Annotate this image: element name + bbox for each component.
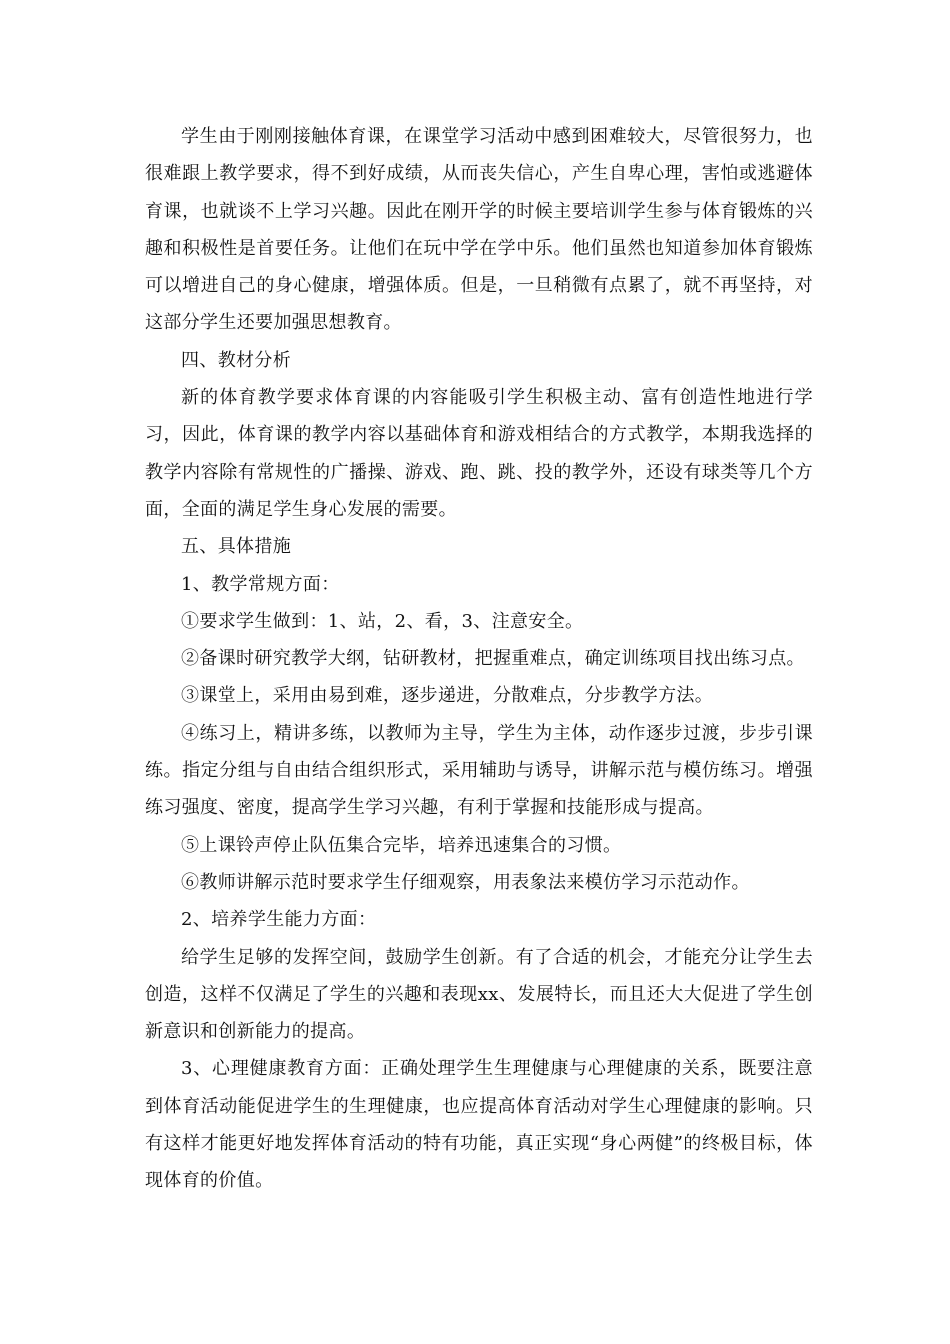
list-item-4: ④练习上，精讲多练，以教师为主导，学生为主体，动作逐步过渡，步步引课练。指定分组与自由结合组织形式，采用辅助与诱导，讲解示范与模仿练习。增强练习强度、密度，提高学生学习兴趣，有利于掌握和技能形成与提高。 bbox=[145, 722, 813, 819]
heading-material-analysis: 四、教材分析 bbox=[181, 349, 292, 371]
paragraph-mental-health: 3、心理健康教育方面：正确处理学生生理健康与心理健康的关系，既要注意到体育活动能促进学生的生理健康，也应提高体育活动对学生心理健康的影响。只有这样才能更好地发挥体育活动的特有功能，真正实现“身心两健”的终极目标，体现体育的价值。 bbox=[145, 1058, 813, 1192]
subheading-teaching-routine: 1、教学常规方面： bbox=[181, 573, 340, 595]
paragraph-material-analysis: 新的体育教学要求体育课的内容能吸引学生积极主动、富有创造性地进行学习，因此，体育课的教学内容以基础体育和游戏相结合的方式教学，本期我选择的教学内容除有常规性的广播操、游戏、跑、跳、投的教学外，还设有球类等几个方面，全面的满足学生身心发展的需要。 bbox=[145, 387, 813, 520]
paragraph-student-ability: 给学生足够的发挥空间，鼓励学生创新。有了合适的机会，才能充分让学生去创造，这样不仅满足了学生的兴趣和表现xx、发展特长，而且还大大促进了学生创新意识和创新能力的提高。 bbox=[145, 946, 813, 1043]
list-item-2: ②备课时研究教学大纲，钻研教材，把握重难点，确定训练项目找出练习点。 bbox=[181, 648, 805, 670]
list-item-1: ①要求学生做到：1、站，2、看，3、注意安全。 bbox=[181, 610, 584, 632]
paragraph-student-interest: 学生由于刚刚接触体育课，在课堂学习活动中感到困难较大，尽管很努力，也很难跟上教学要求，得不到好成绩，从而丧失信心，产生自卑心理，害怕或逃避体育课，也就谈不上学习兴趣。因此在刚开学的时候主要培训学生参与体育锻炼的兴趣和积极性是首要任务。让他们在玩中学在学中乐。他们虽然也知道参加体育锻炼可以增进自己的身心健康，增强体质。但是，一旦稍微有点累了，就不再坚持，对这部分学生还要加强思想教育。 bbox=[145, 126, 813, 334]
document-page bbox=[145, 118, 813, 1200]
heading-specific-measures: 五、具体措施 bbox=[181, 536, 292, 558]
list-item-3: ③课堂上，采用由易到难，逐步递进，分散难点，分步教学方法。 bbox=[181, 685, 714, 707]
list-item-5: ⑤上课铃声停止队伍集合完毕，培养迅速集合的习惯。 bbox=[181, 834, 622, 856]
subheading-student-ability: 2、培养学生能力方面： bbox=[181, 909, 377, 931]
list-item-6: ⑥教师讲解示范时要求学生仔细观察，用表象法来模仿学习示范动作。 bbox=[181, 871, 750, 893]
